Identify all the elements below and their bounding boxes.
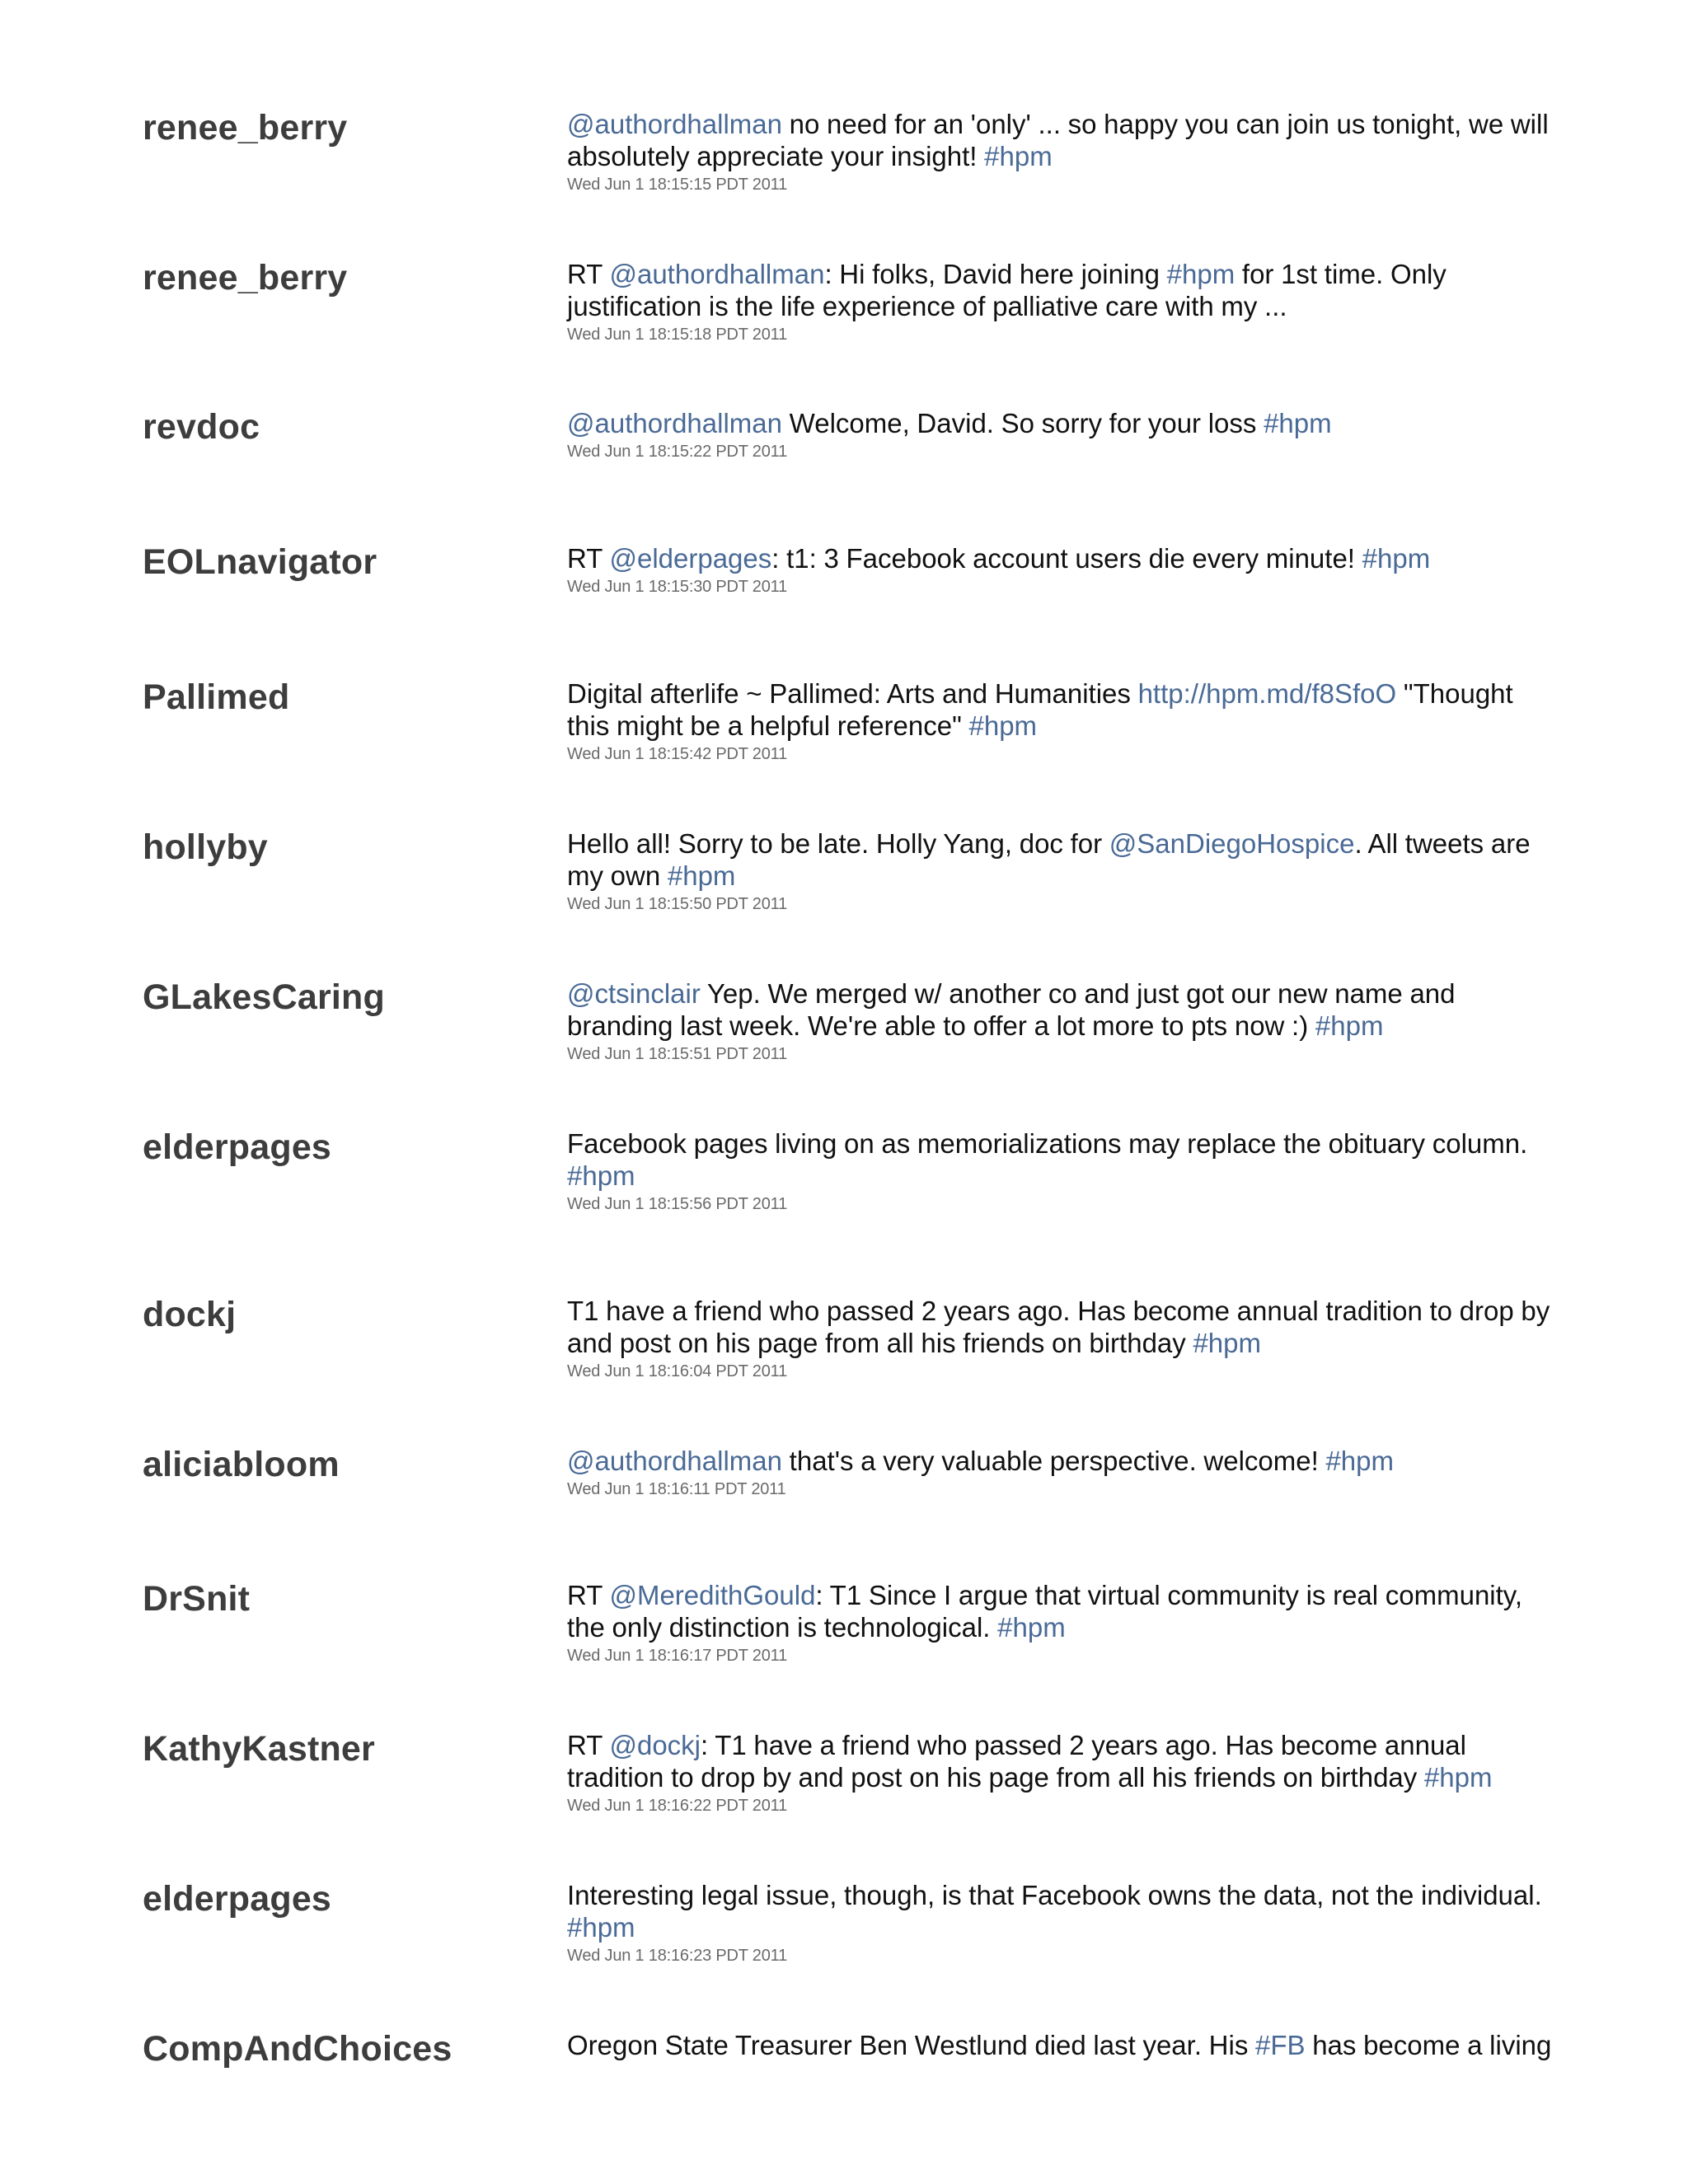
hashtag-link[interactable]: #hpm	[984, 141, 1053, 171]
tweet-text	[567, 258, 1560, 322]
tweet-text-segment: RT	[567, 543, 610, 574]
tweet-text-segment: . All tweets are my own	[567, 828, 1531, 891]
tweet-author: aliciabloom	[143, 1445, 340, 1484]
tweet-text-segment: Yep. We merged w/ another co and just got our new name and branding last week. We're able to offer a lot more to pts now :)	[567, 978, 1456, 1041]
mention-link[interactable]: @dockj	[609, 1730, 701, 1760]
tweet-text	[567, 2029, 1560, 2061]
tweet-author: hollyby	[143, 827, 268, 867]
tweet-timestamp: Wed Jun 1 18:15:42 PDT 2011	[567, 745, 788, 763]
tweet-author: KathyKastner	[143, 1729, 375, 1769]
tweet-author: CompAndChoices	[143, 2029, 452, 2069]
tweet-author: renee_berry	[143, 258, 348, 298]
tweet-timestamp: Wed Jun 1 18:16:22 PDT 2011	[567, 1797, 788, 1815]
tweet-text-segment: "Thought this might be a helpful reference"	[567, 678, 1513, 741]
tweet-timestamp: Wed Jun 1 18:15:51 PDT 2011	[567, 1045, 788, 1063]
tweet-body	[567, 407, 1560, 462]
tweet-body	[567, 1295, 1560, 1382]
tweet-text-segment: Interesting legal issue, though, is that Facebook owns the data, not the individual.	[567, 1880, 1542, 1910]
tweet-text-segment: has become a living	[1305, 2030, 1552, 2060]
tweet-text-segment: Digital afterlife ~ Pallimed: Arts and Humanities	[567, 678, 1138, 709]
hashtag-link[interactable]: #hpm	[1166, 259, 1236, 289]
tweet-author: GLakesCaring	[143, 977, 385, 1017]
tweet-text-segment: RT	[567, 259, 610, 289]
hashtag-link[interactable]: #hpm	[567, 1912, 635, 1943]
tweet-text	[567, 1127, 1560, 1192]
tweet-text-segment: for 1st time. Only justification is the life experience of palliative care with my ...	[567, 259, 1447, 321]
hashtag-link[interactable]: #hpm	[1423, 1762, 1493, 1793]
hashtag-link[interactable]: #hpm	[1325, 1446, 1395, 1476]
tweet-text	[567, 1879, 1560, 1943]
tweet-text-segment: RT	[567, 1730, 610, 1760]
tweet-text-segment: no need for an 'only' ... so happy you can join us tonight, we will absolutely appreciate your insight!	[567, 109, 1549, 171]
tweet-body	[567, 1579, 1560, 1666]
tweet-text-segment: Hello all! Sorry to be late. Holly Yang, doc for	[567, 828, 1109, 859]
hashtag-link[interactable]: #hpm	[1315, 1010, 1384, 1041]
tweet-text	[567, 1729, 1560, 1793]
tweet-text-segment: Facebook pages living on as memorializations may replace the obituary column.	[567, 1128, 1528, 1159]
tweet-text	[567, 827, 1560, 892]
tweet-body	[567, 1127, 1560, 1215]
tweet-body	[567, 108, 1560, 195]
tweet-text	[567, 1295, 1560, 1359]
tweet-timestamp: Wed Jun 1 18:15:50 PDT 2011	[567, 895, 788, 913]
hashtag-link[interactable]: #hpm	[1362, 543, 1431, 574]
mention-link[interactable]: @authordhallman	[567, 1446, 782, 1476]
url-link[interactable]: http://hpm.md/f8SfoO	[1137, 678, 1397, 709]
tweet-text	[567, 977, 1560, 1042]
tweet-author: DrSnit	[143, 1579, 251, 1619]
tweet-text-segment: Welcome, David. So sorry for your loss	[782, 408, 1264, 438]
tweet-body	[567, 1879, 1560, 1966]
tweet-timestamp: Wed Jun 1 18:15:18 PDT 2011	[567, 326, 788, 344]
tweet-text-segment: Oregon State Treasurer Ben Westlund died last year. His	[567, 2030, 1255, 2060]
tweet-body	[567, 1445, 1560, 1500]
hashtag-link[interactable]: #hpm	[1193, 1328, 1262, 1358]
tweet-author: dockj	[143, 1295, 237, 1334]
tweet-timestamp: Wed Jun 1 18:16:23 PDT 2011	[567, 1947, 788, 1965]
hashtag-link[interactable]: #FB	[1255, 2030, 1306, 2060]
hashtag-link[interactable]: #hpm	[968, 710, 1038, 741]
tweet-author: EOLnavigator	[143, 542, 377, 582]
tweet-timestamp: Wed Jun 1 18:15:22 PDT 2011	[567, 443, 788, 461]
tweet-body	[567, 677, 1560, 765]
hashtag-link[interactable]: #hpm	[667, 860, 736, 891]
tweet-text-segment: : Hi folks, David here joining	[824, 259, 1167, 289]
tweet-text	[567, 677, 1560, 742]
tweet-author: elderpages	[143, 1127, 332, 1167]
tweet-body	[567, 827, 1560, 915]
tweet-text	[567, 1579, 1560, 1643]
mention-link[interactable]: @authordhallman	[567, 109, 782, 139]
tweet-timestamp: Wed Jun 1 18:15:30 PDT 2011	[567, 578, 788, 596]
tweet-text-segment: : T1 have a friend who passed 2 years ago. Has become annual tradition to drop by and post on his page from all his friends on birthday	[567, 1730, 1466, 1793]
tweet-body	[567, 258, 1560, 345]
hashtag-link[interactable]: #hpm	[567, 1160, 635, 1191]
tweet-text-segment: : T1 Since I argue that virtual community is real community, the only distinction is technological.	[567, 1580, 1523, 1643]
mention-link[interactable]: @authordhallman	[609, 259, 825, 289]
mention-link[interactable]: @MeredithGould	[609, 1580, 816, 1610]
mention-link[interactable]: @authordhallman	[567, 408, 782, 438]
tweet-text	[567, 1445, 1560, 1477]
hashtag-link[interactable]: #hpm	[997, 1612, 1066, 1643]
tweet-timestamp: Wed Jun 1 18:15:56 PDT 2011	[567, 1195, 788, 1213]
tweet-text-segment: : t1: 3 Facebook account users die every minute!	[771, 543, 1362, 574]
tweet-text	[567, 542, 1560, 574]
tweet-text-segment: RT	[567, 1580, 610, 1610]
tweet-timestamp: Wed Jun 1 18:16:17 PDT 2011	[567, 1647, 788, 1665]
mention-link[interactable]: @elderpages	[609, 543, 772, 574]
tweet-author: Pallimed	[143, 677, 290, 717]
tweet-text-segment: that's a very valuable perspective. welcome!	[782, 1446, 1326, 1476]
mention-link[interactable]: @SanDiegoHospice	[1109, 828, 1355, 859]
tweet-text-segment: T1 have a friend who passed 2 years ago. Has become annual tradition to drop by and post on his page from all his friends on birthday	[567, 1296, 1550, 1358]
tweet-text	[567, 108, 1560, 172]
tweet-author: renee_berry	[143, 108, 348, 148]
tweet-text	[567, 407, 1560, 439]
tweet-body	[567, 2029, 1560, 2061]
tweet-body	[567, 542, 1560, 598]
tweet-body	[567, 1729, 1560, 1816]
tweet-author: elderpages	[143, 1879, 332, 1919]
tweet-timestamp: Wed Jun 1 18:16:04 PDT 2011	[567, 1362, 788, 1380]
tweet-timestamp: Wed Jun 1 18:16:11 PDT 2011	[567, 1480, 786, 1498]
tweet-body	[567, 977, 1560, 1065]
tweet-timestamp: Wed Jun 1 18:15:15 PDT 2011	[567, 176, 788, 194]
tweet-author: revdoc	[143, 407, 260, 447]
hashtag-link[interactable]: #hpm	[1264, 408, 1332, 438]
mention-link[interactable]: @ctsinclair	[567, 978, 701, 1009]
